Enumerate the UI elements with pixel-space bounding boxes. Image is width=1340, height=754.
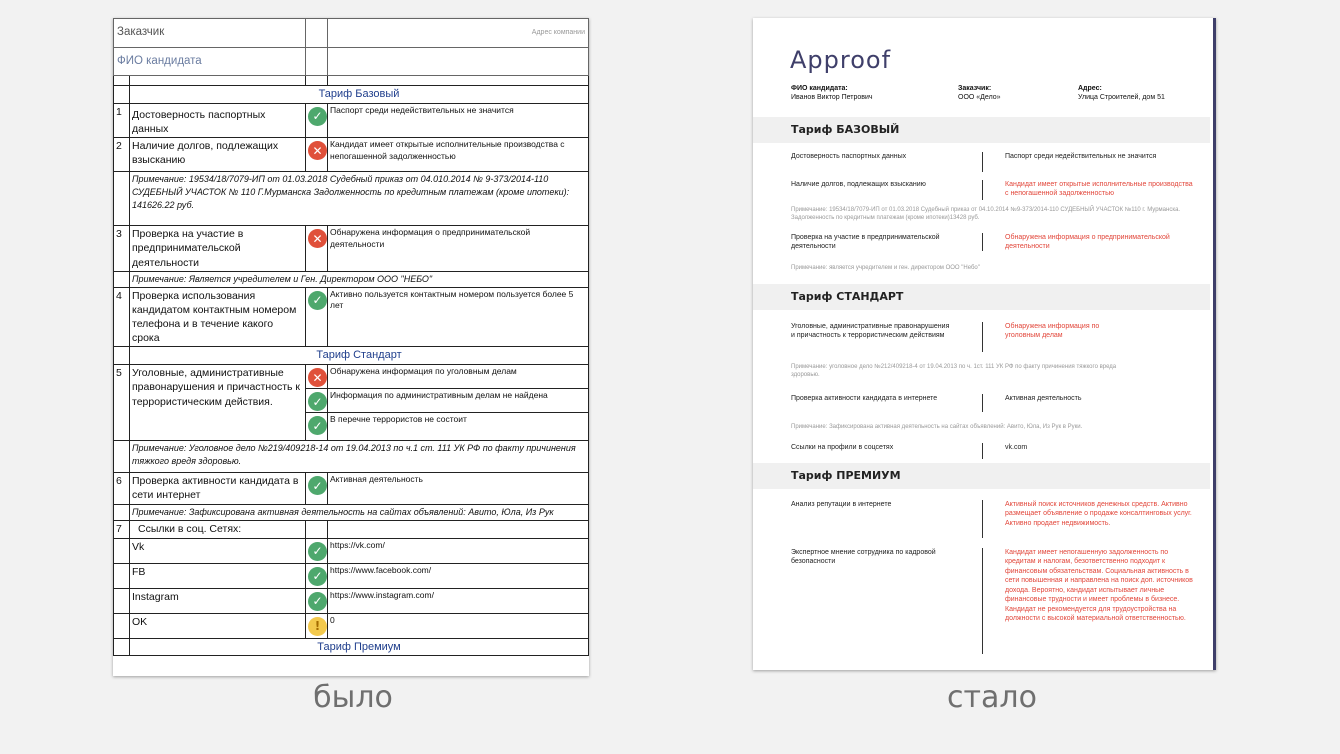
social-network-name: Vk — [130, 538, 306, 563]
social-link: 0 — [328, 613, 589, 638]
check-question: Наличие долгов, подлежащих взысканию — [791, 181, 926, 188]
tariff-standard-heading: Тариф СТАНДАРТ — [753, 284, 1210, 310]
row-number: 6 — [114, 473, 130, 505]
check-answer: Кандидат имеет открытые исполнительные производства с непогашенной задолженностью — [1005, 181, 1193, 198]
social-network-name: OK — [130, 613, 306, 638]
check-ok-icon: ✓ — [308, 416, 327, 435]
check-note: Примечание: является учредителем и ген. директором ООО "Небо" — [791, 265, 980, 271]
check-answer: Кандидат имеет открытые исполнительные производства с непогашенной задолженностью — [328, 138, 589, 172]
social-link[interactable]: https://www.instagram.com/ — [328, 588, 589, 613]
address-value: Улица Строителей, дом 51 — [1078, 94, 1165, 102]
check-question: Проверка на участие в предпринимательской деятельности — [130, 226, 306, 272]
tariff-basic-heading: Тариф БАЗОВЫЙ — [753, 117, 1210, 143]
social-link[interactable]: https://vk.com/ — [328, 538, 589, 563]
check-question: Уголовные, административные правонарушения и причастность к террористическим действия. — [130, 365, 306, 441]
check-fail-icon: ✕ — [308, 368, 327, 387]
social-network-name: FB — [130, 563, 306, 588]
customer-info — [958, 84, 1001, 103]
candidate-info — [791, 84, 873, 103]
new-report-document — [753, 18, 1216, 670]
check-answer: В перечне террористов не состоит — [328, 413, 589, 441]
row-number: 1 — [114, 103, 130, 137]
check-note: Примечание: уголовное дело №212/409218-4 от 19.04.2013 по ч. 1ст. 111 УК РФ по факту причинения тяжкого вреда здоровью. — [791, 364, 1117, 379]
check-ok-icon: ✓ — [308, 107, 327, 126]
row-number: 3 — [114, 226, 130, 272]
candidate-value: Иванов Виктор Петрович — [791, 94, 873, 102]
check-answer: Кандидат имеет непогашенную задолженность по кредитам и налогам, безответственно подходит к финансовым обязательствам. Социальная активность в сети повышенная и направлена на поиск доп. источников дохода. Вероятно, кандидат испытывает личные финансовые трудности и имеет проблемы в бизнесе. Кандидат не рекомендуется для трудоустройства на должности с высокой материальной ответственностью. — [1005, 549, 1193, 623]
customer-label: Заказчик — [114, 19, 306, 48]
check-note: Примечание: Зафиксирована активная деятельность на сайтах объявлений: Авито, Юла, Из Рук — [130, 505, 589, 521]
check-answer: Обнаружена информация по уголовным делам — [328, 365, 589, 389]
check-answer: Активно пользуется контактным номером пользуется более 5 лет — [328, 287, 589, 347]
address-label: Адрес: — [1078, 85, 1102, 92]
check-question: Проверка использования кандидатом контактным номером телефона и в течение какого срока — [130, 287, 306, 347]
social-network-name: Instagram — [130, 588, 306, 613]
check-answer: Паспорт среди недействительных не значится — [328, 103, 589, 137]
row-number: 7 — [114, 521, 130, 538]
check-answer: Паспорт среди недействительных не значится — [1005, 153, 1157, 160]
check-question: Проверка активности кандидата в сети интернет — [130, 473, 306, 505]
check-question: Экспертное мнение сотрудника по кадровой безопасности — [791, 549, 936, 566]
tariff-standard-heading: Тариф Стандарт — [130, 347, 589, 365]
tariff-premium-heading: Тариф Премиум — [130, 638, 589, 656]
check-question: Наличие долгов, подлежащих взысканию — [130, 138, 306, 172]
candidate-label: ФИО кандидата: — [791, 85, 848, 92]
check-question: Проверка активности кандидата в интернете — [791, 395, 938, 402]
check-note: Примечание: 19534/18/7079-ИП от 01.03.2018 Судебный приказ от 04.10.2014 №9-373/2014-110 СУДЕБНЫЙ УЧАСТОК №110 г. Мурманска. Задолженность по кредитным платежам (кроме ипотеки)13428 руб. — [791, 207, 1181, 222]
check-note: Примечание: Является учредителем и Ген. Директором ООО "НЕБО" — [130, 271, 589, 287]
after-caption: стало — [947, 680, 1037, 715]
social-link[interactable]: vk.com — [1005, 444, 1028, 451]
check-fail-icon: ✕ — [308, 229, 327, 248]
check-ok-icon: ✓ — [308, 567, 327, 586]
tariff-basic-heading: Тариф Базовый — [130, 86, 589, 104]
old-report-document — [113, 18, 589, 676]
check-answer: Активная деятельность — [1005, 395, 1082, 402]
check-note: Примечание: 19534/18/7079-ИП от 01.03.2018 Судебный приказ от 04.010.2014 № 9-373/2014-110 СУДЕБНЫЙ УЧАСТОК № 110 Г.Мурманска Задолженность по кредитным платежам (кроме ипотеки): 141626.22 руб. — [130, 172, 589, 226]
check-ok-icon: ✓ — [308, 392, 327, 411]
check-note: Примечание: Зафиксирована активная деятельность на сайтах объявлений: Авито, Юла, Из Рук в Руки. — [791, 424, 1083, 430]
check-answer: Информация по административным делам не найдена — [328, 389, 589, 413]
check-answer: Обнаружена информация о предпринимательской деятельности — [328, 226, 589, 272]
check-question: Уголовные, административные правонарушения и причастность к террористическим действиям — [791, 323, 950, 340]
customer-label: Заказчик: — [958, 85, 992, 92]
check-question: Ссылки на профили в соцсетях — [791, 444, 894, 451]
check-answer: Активный поиск источников денежных средств. Активно размещает объявление о продаже консалтинговых услуг. Активно продает недвижимость. — [1005, 501, 1192, 527]
customer-value: ООО «Дело» — [958, 94, 1001, 102]
row-number: 4 — [114, 287, 130, 347]
candidate-label: ФИО кандидата — [114, 47, 306, 76]
check-question: Анализ репутации в интернете — [791, 501, 892, 508]
check-answer: Обнаружена информация о предпринимательской деятельности — [1005, 234, 1170, 251]
check-ok-icon: ✓ — [308, 476, 327, 495]
company-address-label: Адрес компании — [328, 19, 589, 48]
old-report-table — [113, 18, 589, 656]
check-answer: Активная деятельность — [328, 473, 589, 505]
approof-logo: Approof — [790, 46, 892, 74]
row-number: 2 — [114, 138, 130, 172]
check-ok-icon: ✓ — [308, 291, 327, 310]
check-question: Достоверность паспортных данных — [130, 103, 306, 137]
row-number: 5 — [114, 365, 130, 441]
check-fail-icon: ✕ — [308, 141, 327, 160]
check-question: Проверка на участие в предпринимательской деятельности — [791, 234, 940, 251]
check-note: Примечание: Уголовное дело №219/409218-14 от 19.04.2013 по ч.1 ст. 111 УК РФ по факту причинения тяжкого вредя здоровью. — [130, 441, 589, 473]
tariff-premium-heading: Тариф ПРЕМИУМ — [753, 463, 1210, 489]
check-question: Достоверность паспортных данных — [791, 153, 907, 160]
social-links-heading: Ссылки в соц. Сетях: — [130, 521, 306, 538]
check-answer: Обнаружена информация по уголовным делам — [1005, 323, 1100, 340]
check-ok-icon: ✓ — [308, 592, 327, 611]
check-ok-icon: ✓ — [308, 542, 327, 561]
before-caption: было — [313, 680, 393, 715]
warning-icon: ! — [308, 617, 327, 636]
address-info — [1078, 84, 1165, 103]
social-link[interactable]: https://www.facebook.com/ — [328, 563, 589, 588]
